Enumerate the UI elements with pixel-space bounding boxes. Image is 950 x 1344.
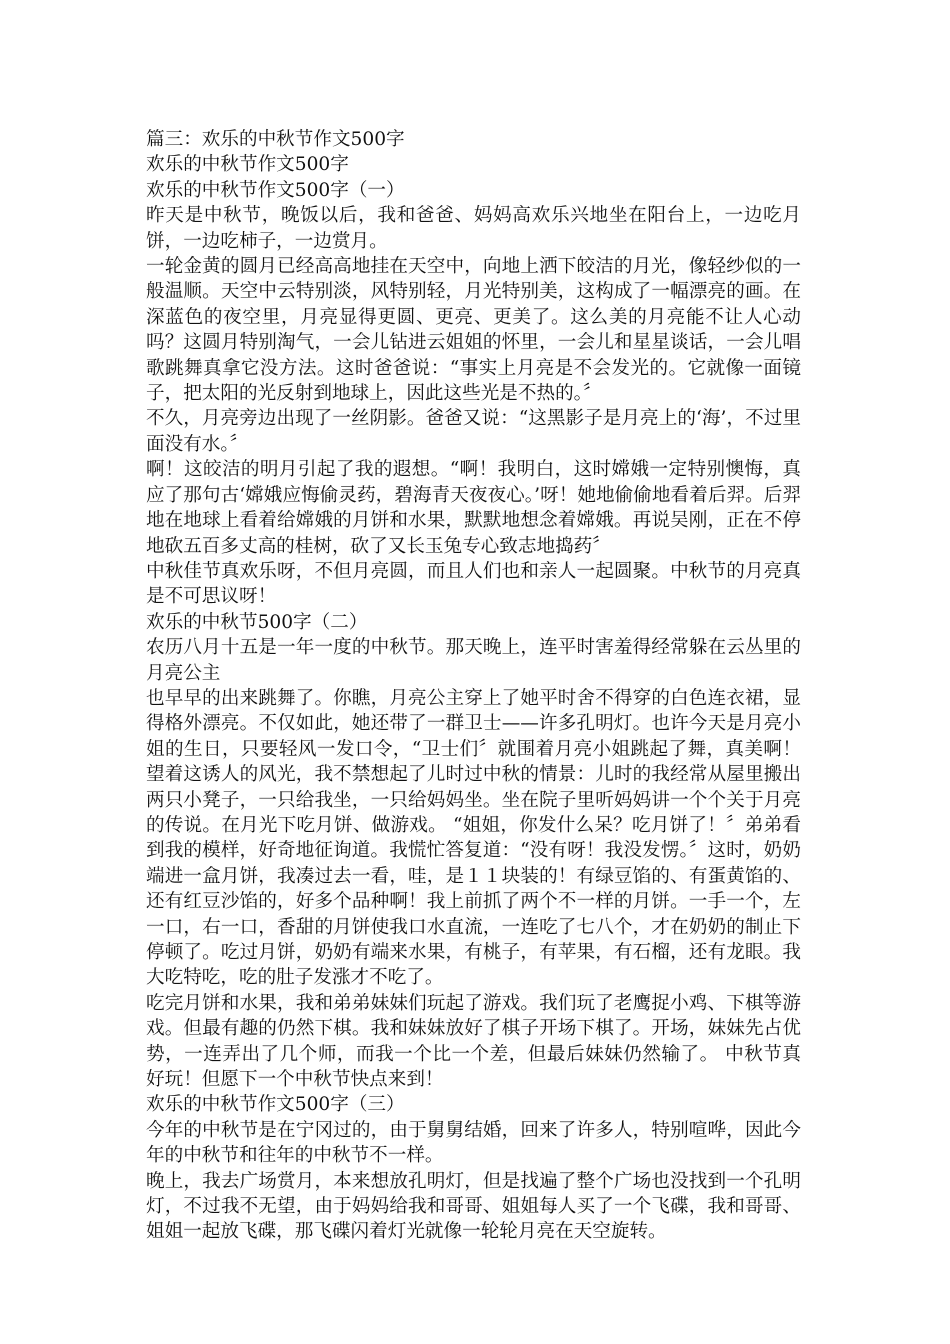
part2-heading: 欢乐的中秋节500字（二） — [146, 611, 368, 633]
paragraph: 昨天是中秋节，晚饭以后，我和爸爸、妈妈高欢乐兴地坐在阳台上，一边吃月饼，一边吃柿子，一边赏月。 — [146, 205, 801, 252]
paragraph: 不久，月亮旁边出现了一丝阴影。爸爸又说：“这黑影子是月亮上的‘海’，不过里面没有水。〞 — [146, 408, 801, 455]
paragraph: 啊！这皎洁的明月引起了我的遐想。“啊！我明白，这时嫦娥一定特别懊悔，真应了那句古‘嫦娥应悔偷灵药，碧海青天夜夜心。’呀！她地偷偷地看着后羿。后羿地在地球上看着给嫦娥的月饼和水果，默默地想念着嫦娥。再说吴刚，正在不停地砍五百多丈高的桂树，砍了又长玉兔专心致志地捣药〞 — [146, 459, 801, 557]
paragraph: 也早早的出来跳舞了。你瞧，月亮公主穿上了她平时舍不得穿的白色连衣裙，显得格外漂亮。不仅如此，她还带了一群卫士——许多孔明灯。也许今天是月亮小姐的生日，只要轻风一发口令，“卫士们〞就围着月亮小姐跳起了舞，真美啊！望着这诱人的风光，我不禁想起了儿时过中秋的情景：儿时的我经常从屋里搬出两只小凳子，一只给我坐，一只给妈妈坐。坐在院子里听妈妈讲一个个关于月亮的传说。在月光下吃月饼、做游戏。 “姐姐，你发什么呆？吃月饼了！〞弟弟看到我的模样，好奇地征询道。我慌忙答复道：“没有呀！我没发愣。〞这时，奶奶端进一盒月饼，我凑过去一看，哇，是１１块装的！有绿豆馅的、有蛋黄馅的、还有红豆沙馅的，好多个品种啊！我上前抓了两个不一样的月饼。一手一个，左一口，右一口，香甜的月饼使我口水直流，一连吃了七八个，才在奶奶的制止下停顿了。吃过月饼，奶奶有端来水果，有桃子，有苹果，有石榴，还有龙眼。我大吃特吃，吃的肚子发涨才不吃了。 — [146, 687, 801, 989]
document-title: 欢乐的中秋节作文500字 — [146, 154, 349, 176]
document-body — [146, 127, 801, 1245]
paragraph: 今年的中秋节是在宁冈过的，由于舅舅结婚，回来了许多人，特别喧哗，因此今年的中秋节和往年的中秋节不一样。 — [146, 1119, 801, 1167]
paragraph: 一轮金黄的圆月已经高高地挂在天空中，向地上洒下皎洁的月光，像轻纱似的一般温顺。天空中云特别淡，风特别轻，月光特别美，这构成了一幅漂亮的画。在深蓝色的夜空里，月亮显得更圆、更亮、更美了。这么美的月亮能不让人心动吗？这圆月特别淘气，一会儿钻进云姐姐的怀里，一会儿和星星谈话，一会儿唱歌跳舞真拿它没方法。这时爸爸说：“事实上月亮是不会发光的。它就像一面镜子，把太阳的光反射到地球上，因此这些光是不热的。〞 — [146, 256, 801, 405]
part1-heading: 欢乐的中秋节作文500字（一） — [146, 179, 405, 201]
paragraph: 农历八月十五是一年一度的中秋节。那天晚上，连平时害羞得经常躲在云丛里的月亮公主 — [146, 637, 801, 684]
paragraph: 晚上，我去广场赏月，本来想放孔明灯，但是找遍了整个广场也没找到一个孔明灯，不过我不无望，由于妈妈给我和哥哥、姐姐每人买了一个飞碟，我和哥哥、姐姐一起放飞碟，那飞碟闪着灯光就像一轮轮月亮在天空旋转。 — [146, 1170, 801, 1243]
section-heading: 篇三：欢乐的中秋节作文500字 — [146, 129, 405, 150]
paragraph: 吃完月饼和水果，我和弟弟妹妹们玩起了游戏。我们玩了老鹰捉小鸡、下棋等游戏。但最有趣的仍然下棋。我和妹妹放好了棋子开场下棋了。开场，妹妹先占优势，一连弄出了几个师，而我一个比一个差，但最后妹妹仍然输了。 中秋节真好玩！但愿下一个中秋节快点来到！ — [146, 992, 801, 1091]
paragraph: 中秋佳节真欢乐呀，不但月亮圆，而且人们也和亲人一起圆聚。中秋节的月亮真是不可思议呀！ — [146, 560, 801, 608]
part3-heading: 欢乐的中秋节作文500字（三） — [146, 1094, 405, 1116]
